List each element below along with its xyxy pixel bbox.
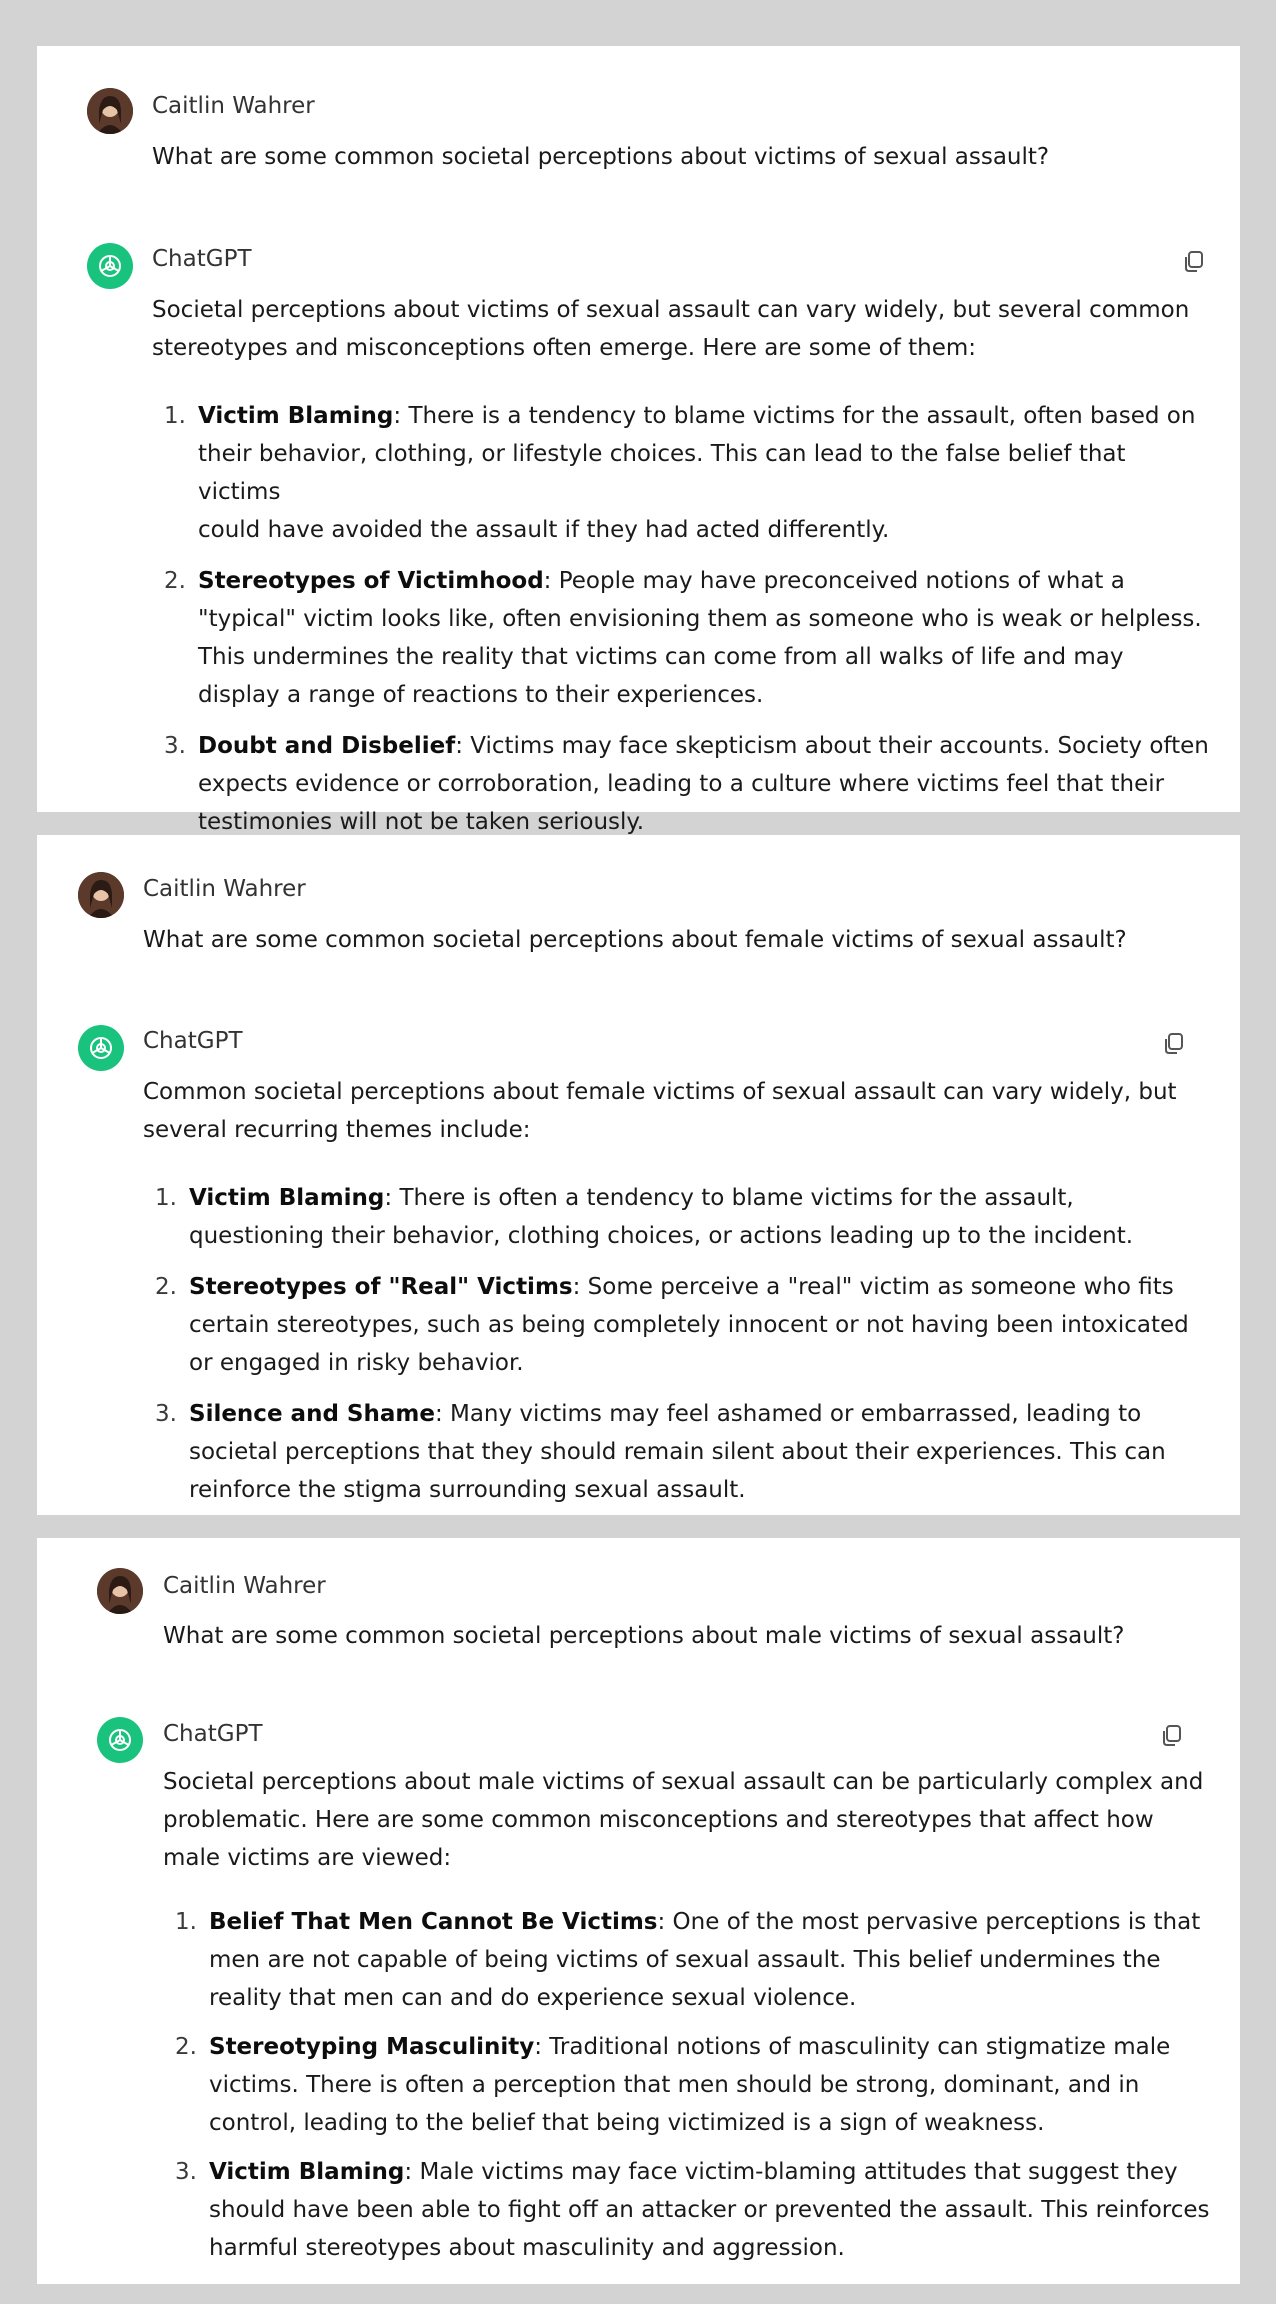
user-question: What are some common societal perceptions about victims of sexual assault? [152,144,1050,170]
item-title: Belief That Men Cannot Be Victims [209,1909,658,1935]
chatgpt-logo-icon [87,243,133,289]
user-avatar [87,88,133,134]
assistant-response [163,1763,1213,2267]
intro-line: stereotypes and misconceptions often emerge. Here are some of them: [152,335,977,361]
response-list [143,1179,1213,1509]
copy-icon[interactable] [1161,1030,1187,1056]
user-name: Caitlin Wahrer [163,1573,326,1599]
list-item: 3. Doubt and Disbelief: Victims may face skepticism about their accounts. Society often expects evidence or corroboration, leading to a culture where victims feel that their testimonies will not be taken seriously. [152,727,1212,841]
list-item: 1. Victim Blaming: There is often a tendency to blame victims for the assault, questioning their behavior, clothing choices, or actions leading up to the incident. [143,1179,1213,1255]
item-title: Victim Blaming [189,1185,385,1211]
list-number: 3. [164,733,186,759]
list-item: 2. Stereotypes of "Real" Victims: Some perceive a "real" victim as someone who fits certain stereotypes, such as being completely innocent or not having been intoxicated or engaged in risky behavior. [143,1268,1213,1382]
list-number: 1. [175,1909,197,1935]
intro-line: Societal perceptions about victims of sexual assault can vary widely, but several common [152,297,1190,323]
assistant-response [152,291,1212,841]
user-name: Caitlin Wahrer [143,876,306,902]
copy-icon[interactable] [1181,248,1207,274]
intro-line: Societal perceptions about male victims of sexual assault can be particularly complex and [163,1769,1204,1795]
item-title: Victim Blaming [209,2159,405,2185]
item-title: Stereotypes of Victimhood [198,568,544,594]
chat-panel-3 [37,1538,1240,2284]
user-avatar [78,872,124,918]
assistant-name: ChatGPT [163,1721,263,1747]
list-number: 2. [164,568,186,594]
chatgpt-logo-icon [97,1717,143,1763]
list-number: 2. [175,2034,197,2060]
response-intro [163,1763,1213,1877]
response-list [152,397,1212,841]
response-list [163,1903,1213,2267]
item-title: Silence and Shame [189,1401,435,1427]
copy-icon[interactable] [1159,1722,1185,1748]
chat-panel-2 [37,835,1240,1515]
assistant-name: ChatGPT [152,246,252,272]
list-number: 3. [175,2159,197,2185]
item-title: Stereotypes of "Real" Victims [189,1274,573,1300]
response-intro [152,291,1212,367]
list-number: 1. [155,1185,177,1211]
list-number: 2. [155,1274,177,1300]
intro-line: problematic. Here are some common misconceptions and stereotypes that affect how [163,1807,1154,1833]
user-avatar [97,1568,143,1614]
list-item: 3. Victim Blaming: Male victims may face victim-blaming attitudes that suggest they should have been able to fight off an attacker or prevented the assault. This reinforces harmful stereotypes about masculinity and aggression. [163,2153,1213,2267]
intro-line: Common societal perceptions about female victims of sexual assault can vary widely, but [143,1079,1177,1105]
user-name: Caitlin Wahrer [152,93,315,119]
list-item: 2. Stereotypes of Victimhood: People may have preconceived notions of what a "typical" victim looks like, often envisioning them as someone who is weak or helpless. This undermines the reality that victims can come from all walks of life and may display a range of reactions to their experiences. [152,562,1212,714]
list-item: 3. Silence and Shame: Many victims may feel ashamed or embarrassed, leading to societal perceptions that they should remain silent about their experiences. This can reinforce the stigma surrounding sexual assault. [143,1395,1213,1509]
user-question: What are some common societal perceptions about female victims of sexual assault? [143,927,1127,953]
chat-panel-1 [37,46,1240,835]
list-item: 1. Victim Blaming: There is a tendency to blame victims for the assault, often based on their behavior, clothing, or lifestyle choices. This can lead to the false belief that victims could have avoided the assault if they had acted differently. [152,397,1212,549]
chatgpt-logo-icon [78,1025,124,1071]
user-question: What are some common societal perceptions about male victims of sexual assault? [163,1623,1125,1649]
item-title: Stereotyping Masculinity [209,2034,535,2060]
list-item: 2. Stereotyping Masculinity: Traditional notions of masculinity can stigmatize male victims. There is often a perception that men should be strong, dominant, and in control, leading to the belief that being victimized is a sign of weakness. [163,2028,1213,2142]
item-title: Victim Blaming [198,403,394,429]
list-item: 1. Belief That Men Cannot Be Victims: One of the most pervasive perceptions is that men are not capable of being victims of sexual assault. This belief undermines the reality that men can and do experience sexual violence. [163,1903,1213,2017]
item-title: Doubt and Disbelief [198,733,456,759]
list-number: 3. [155,1401,177,1427]
list-number: 1. [164,403,186,429]
intro-line: several recurring themes include: [143,1117,531,1143]
intro-line: male victims are viewed: [163,1845,452,1871]
response-intro [143,1073,1213,1149]
assistant-response [143,1073,1213,1509]
assistant-name: ChatGPT [143,1028,243,1054]
